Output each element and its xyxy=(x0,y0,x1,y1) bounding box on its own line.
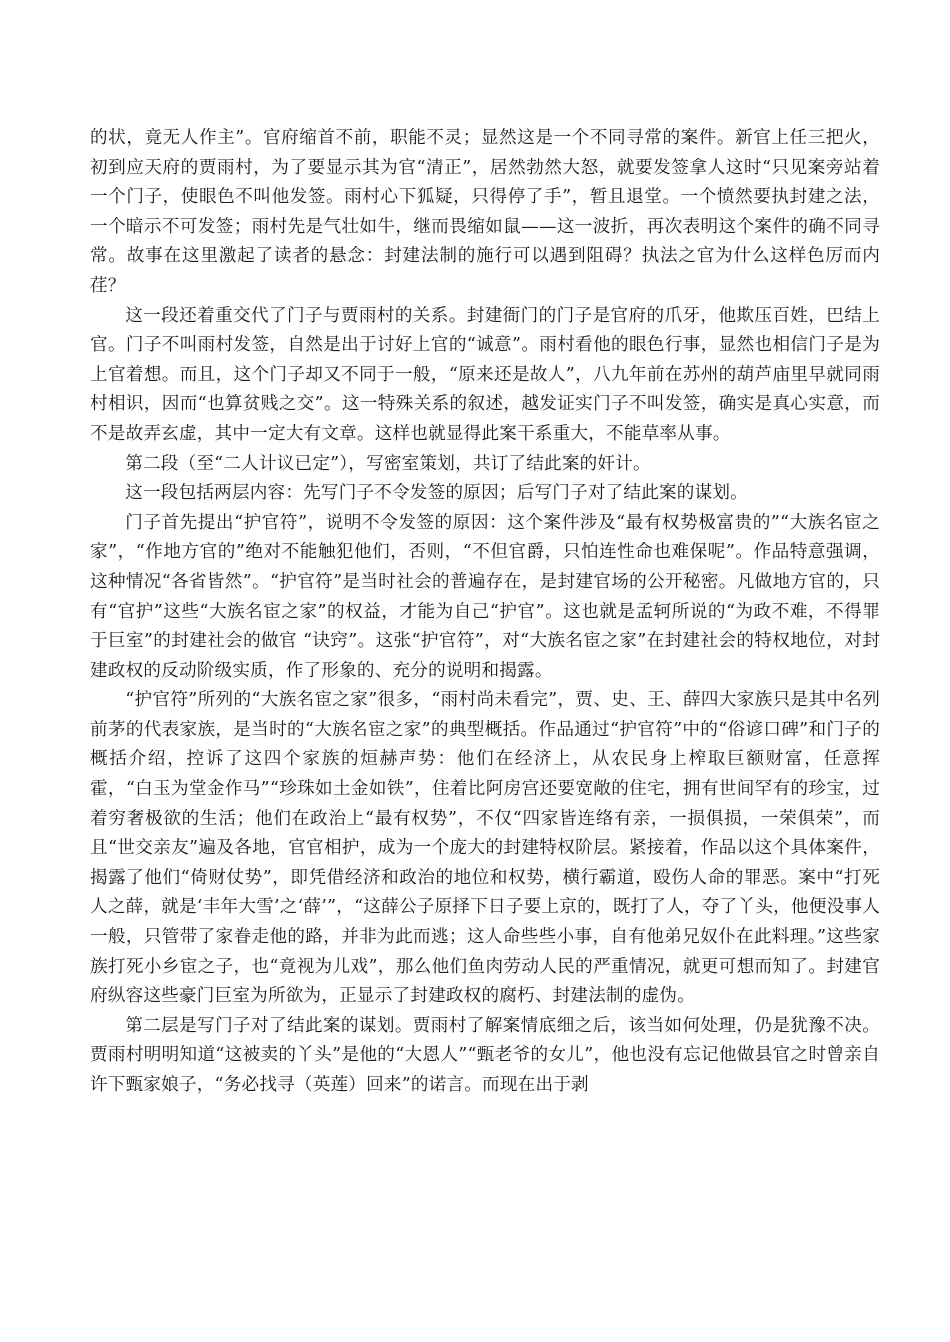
paragraph-menzi-relation: 这一段还着重交代了门子与贾雨村的关系。封建衙门的门子是官府的爪牙，他欺压百姓，巴结上官。门子不叫雨村发签，自然是出于讨好上官的“诚意”。雨村看他的眼色行事，显然也相信门子是为上官着想。而且，这个门子却又不同于一般，“原来还是故人”，八九年前在苏州的葫芦庙里早就同雨村相识，因而“也算贫贱之交”。这一特殊关系的叙述，越发证实门子不叫发签，确实是真心实意，而不是故弄玄虚，其中一定大有文章。这样也就显得此案干系重大，不能草率从事。 xyxy=(90,305,880,444)
paragraph-second-layer: 第二层是写门子对了结此案的谋划。贾雨村了解案情底细之后，该当如何处理，仍是犹豫不决。贾雨村明明知道“这被卖的丫头”是他的“大恩人”“甄老爷的女儿”，他也没有忘记他做县官之时曾亲自许下甄家娘子，“务必找寻（英莲）回来”的诺言。而现在出于剥 xyxy=(90,1015,880,1095)
paragraph-four-families: “护官符”所列的“大族名宦之家”很多，“雨村尚未看完”，贾、史、王、薛四大家族只是其中名列前茅的代表家族，是当时的“大族名宦之家”的典型概括。作品通过“护官符”中的“俗谚口碑”和门子的概括介绍，控诉了这四个家族的烜赫声势：他们在经济上，从农民身上榨取巨额财富，任意挥霍，“白玉为堂金作马”“珍珠如土金如铁”，住着比阿房宫还要宽敞的住宅，拥有世间罕有的珍宝，过着穷奢极欲的生活；他们在政治上“最有权势”，不仅“四家皆连络有亲，一损俱损，一荣俱荣”，而且“世交亲友”遍及各地，官官相护，成为一个庞大的封建特权阶层。紧接着，作品以这个具体案件，揭露了他们“倚财仗势”，即凭借经济和政治的地位和权势，横行霸道，殴伤人命的罪恶。案中“打死人之薛，就是‘丰年大雪’之‘薛’”，“这薛公子原择下日子要上京的，既打了人，夺了丫头，他便没事人一般，只管带了家眷走他的路，并非为此而逃；这人命些些小事，自有他弟兄奴仆在此料理。”这些家族打死小乡宦之子，也“竟视为儿戏”，那么他们鱼肉劳动人民的严重情况，就更可想而知了。封建官府纵容这些豪门巨室为所欲为，正显示了封建政权的腐朽、封建法制的虚伪。 xyxy=(90,690,880,1007)
paragraph-two-layers: 这一段包括两层内容：先写门子不令发签的原因；后写门子对了结此案的谋划。 xyxy=(125,483,748,504)
paragraph-continuation: 的状，竟无人作主”。官府缩首不前，职能不灵；显然这是一个不同寻常的案件。新官上任三把火，初到应天府的贾雨村，为了要显示其为官“清正”，居然勃然大怒，就要发签拿人这时“只见案旁站着一个门子，使眼色不叫他发签。雨村心下狐疑，只得停了手”，暂且退堂。一个愤然要执封建之法，一个暗示不可发签；雨村先是气壮如牛，继而畏缩如鼠——这一波折，再次表明这个案件的确不同寻常。故事在这里激起了读者的悬念：封建法制的施行可以遇到阻碍？执法之官为什么这样色厉而内荏？ xyxy=(90,128,880,296)
paragraph-huguanfu: 门子首先提出“护官符”，说明不令发签的原因：这个案件涉及“最有权势极富贵的”“大族名宦之家”，“作地方官的”绝对不能触犯他们，否则，“不但官爵，只怕连性命也难保呢”。作品特意强调，这种情况“各省皆然”。“护官符”是当时社会的普遍存在，是封建官场的公开秘密。凡做地方官的，只有“官护”这些“大族名宦之家”的权益，才能为自己“护官”。这也就是孟轲所说的“为政不难，不得罪于巨室”的封建社会的做官 “诀窍”。这张“护官符”，对“大族名宦之家”在封建社会的特权地位，对封建政权的反动阶级实质，作了形象的、充分的说明和揭露。 xyxy=(90,512,880,681)
document-body xyxy=(90,124,880,1101)
paragraph-section-two-heading: 第二段（至“二人计议已定”），写密室策划，共订了结此案的奸计。 xyxy=(125,453,651,474)
